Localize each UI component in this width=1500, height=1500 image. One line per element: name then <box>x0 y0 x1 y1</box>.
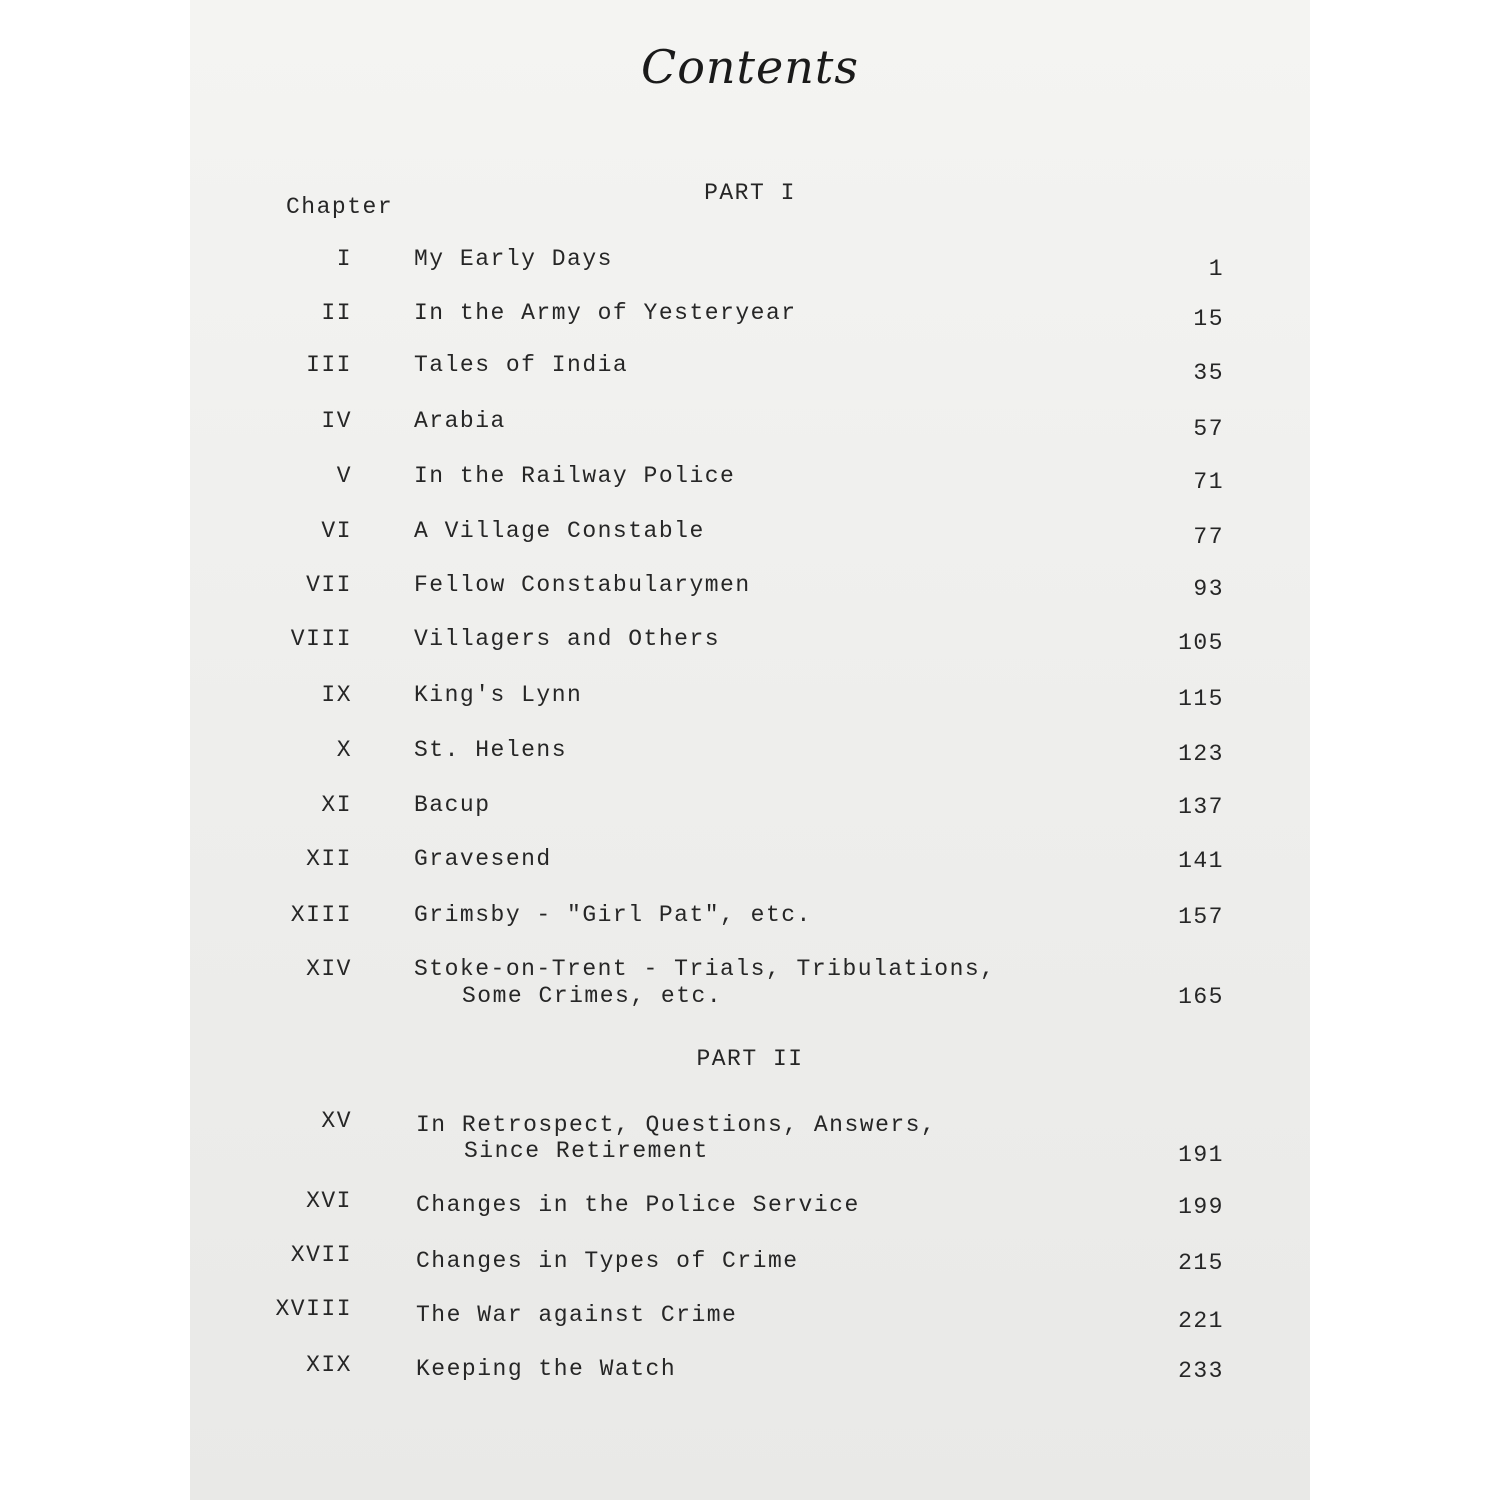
chapter-number: VIII <box>290 626 352 652</box>
chapter-number: V <box>336 463 352 489</box>
chapter-title: Arabia <box>414 408 506 434</box>
page-number: 71 <box>1193 469 1224 495</box>
chapter-title: St. Helens <box>414 737 568 763</box>
toc-row-16 <box>190 1188 1310 1220</box>
chapter-title: Villagers and Others <box>414 626 721 652</box>
toc-row-7 <box>190 572 1310 602</box>
chapter-title: Fellow Constabularymen <box>414 572 751 598</box>
chapter-title: In the Army of Yesteryear <box>414 300 797 326</box>
chapter-title: Gravesend <box>414 846 552 872</box>
page-number: 105 <box>1178 630 1224 656</box>
chapter-title: Stoke-on-Trent - Trials, Tribulations, <box>414 956 996 982</box>
toc-row-6 <box>190 518 1310 550</box>
chapter-number: XVI <box>306 1188 352 1214</box>
book-page <box>190 0 1310 1500</box>
page-number: 233 <box>1178 1358 1224 1384</box>
page-number: 199 <box>1178 1194 1224 1220</box>
toc-row-2 <box>190 300 1310 332</box>
toc-row-15 <box>190 1108 1310 1168</box>
chapter-title: Keeping the Watch <box>416 1356 677 1382</box>
toc-row-3 <box>190 352 1310 386</box>
chapter-number: IX <box>321 682 352 708</box>
chapter-number: VII <box>306 572 352 598</box>
chapter-number: III <box>306 352 352 378</box>
chapter-title: In the Railway Police <box>414 463 736 489</box>
chapter-number: XII <box>306 846 352 872</box>
page-number: 215 <box>1178 1250 1224 1276</box>
chapter-title-continued: Some Crimes, etc. <box>462 983 723 1009</box>
chapter-number: I <box>336 246 352 272</box>
chapter-column-label: Chapter <box>286 194 394 220</box>
chapter-title-continued: Since Retirement <box>464 1138 709 1164</box>
chapter-title: Grimsby - "Girl Pat", etc. <box>414 902 812 928</box>
toc-row-8 <box>190 626 1310 656</box>
toc-row-1 <box>190 246 1310 282</box>
page-number: 123 <box>1178 741 1224 767</box>
toc-row-19 <box>190 1352 1310 1384</box>
chapter-title: King's Lynn <box>414 682 583 708</box>
chapter-number: XIII <box>290 902 352 928</box>
page-number: 221 <box>1178 1308 1224 1334</box>
chapter-number: XIV <box>306 956 352 982</box>
chapter-number: XVIII <box>275 1296 352 1322</box>
page-number: 93 <box>1193 576 1224 602</box>
page-number: 157 <box>1178 904 1224 930</box>
toc-row-14 <box>190 956 1310 1010</box>
chapter-title: Changes in Types of Crime <box>416 1248 799 1274</box>
toc-row-18 <box>190 1296 1310 1334</box>
page-number: 191 <box>1178 1142 1224 1168</box>
chapter-title: Changes in the Police Service <box>416 1192 860 1218</box>
toc-row-10 <box>190 737 1310 767</box>
toc-row-11 <box>190 792 1310 820</box>
page-number: 35 <box>1193 360 1224 386</box>
chapter-title: Tales of India <box>414 352 629 378</box>
chapter-title: Bacup <box>414 792 491 818</box>
toc-row-13 <box>190 902 1310 930</box>
page-number: 165 <box>1178 984 1224 1010</box>
page-number: 115 <box>1178 686 1224 712</box>
chapter-title: In Retrospect, Questions, Answers, <box>416 1112 937 1138</box>
chapter-title: My Early Days <box>414 246 613 272</box>
toc-row-4 <box>190 408 1310 442</box>
page-number: 137 <box>1178 794 1224 820</box>
page-title: Contents <box>641 40 859 94</box>
part-heading-2: PART II <box>696 1046 804 1072</box>
chapter-number: XI <box>321 792 352 818</box>
chapter-number: X <box>336 737 352 763</box>
chapter-title: A Village Constable <box>414 518 705 544</box>
part-heading-1: PART I <box>704 180 796 206</box>
chapter-number: XVII <box>290 1242 352 1268</box>
chapter-number: XV <box>321 1108 352 1134</box>
page-number: 15 <box>1193 306 1224 332</box>
toc-row-5 <box>190 463 1310 495</box>
toc-row-9 <box>190 682 1310 712</box>
chapter-number: IV <box>321 408 352 434</box>
chapter-number: VI <box>321 518 352 544</box>
toc-row-17 <box>190 1242 1310 1276</box>
page-number: 1 <box>1208 256 1224 282</box>
chapter-number: XIX <box>306 1352 352 1378</box>
page-number: 57 <box>1193 416 1224 442</box>
chapter-title: The War against Crime <box>416 1302 738 1328</box>
chapter-number: II <box>321 300 352 326</box>
toc-row-12 <box>190 846 1310 874</box>
page-number: 77 <box>1193 524 1224 550</box>
page-number: 141 <box>1178 848 1224 874</box>
